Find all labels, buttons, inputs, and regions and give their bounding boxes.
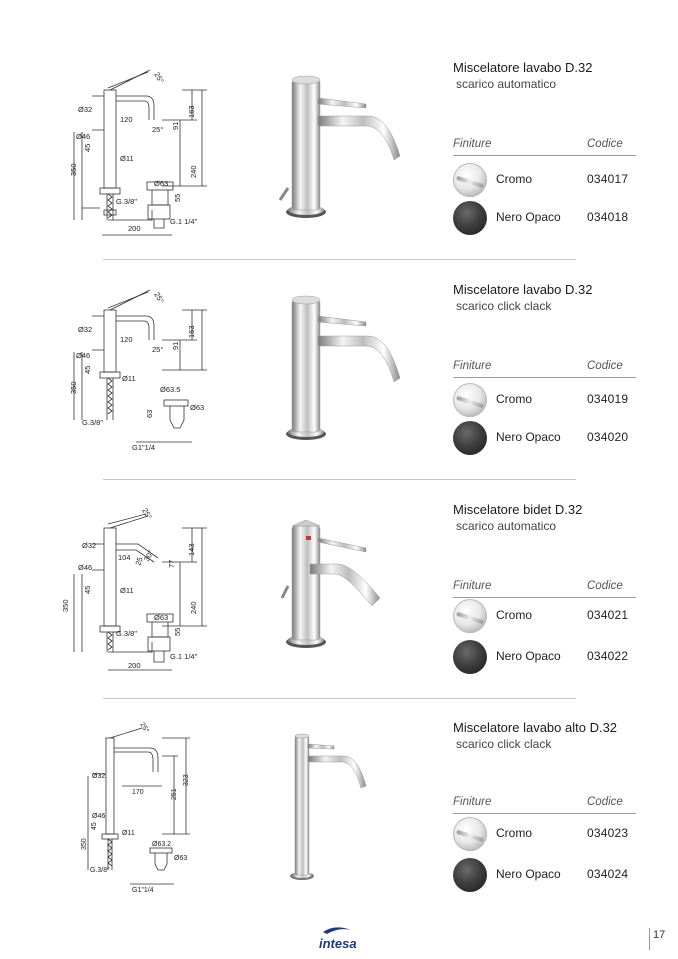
product-subtitle-2: scarico click clack [456,299,552,313]
dim-d632-4: Ø63.2 [152,841,172,848]
dim-d63-3: Ø63 [154,613,169,622]
dim-g38-4: G.3/8" [90,867,110,874]
page-number: 17 [649,928,665,950]
matte-black-swatch [453,421,487,455]
chrome-swatch [453,599,487,633]
dim-angle-4: 25° [138,721,150,735]
dim-g38-2: G.3/8" [82,418,104,427]
finish-table-header-1 [453,138,636,156]
dim-h45-4: 45 [91,822,98,830]
variant-row-034018[interactable] [453,201,643,235]
product-title-1: Miscelatore lavabo D.32 [453,60,593,75]
section-divider-3 [103,698,576,699]
product-code: 034020 [587,430,629,444]
product-info-3 [453,502,643,663]
product-photo-3 [258,502,418,672]
product-code: 034017 [587,172,629,186]
brand-name: intesa [319,936,357,951]
variant-row-034020[interactable] [453,421,643,455]
variant-row-034021[interactable] [453,599,643,633]
product-info-1 [453,60,643,224]
dim-g114-4: G1"1/4 [132,887,154,894]
technical-drawing-3 [62,502,232,682]
dim-d11-3: Ø11 [120,586,134,595]
dim-d63-2: Ø63 [190,403,205,412]
dim-h163-1: 163 [187,105,196,118]
header-finish-4: Finiture [453,796,492,808]
product-section-4 [0,720,678,920]
dim-h45-3: 45 [83,585,92,594]
finish-label: Nero Opaco [496,867,561,881]
product-code: 034022 [587,649,629,663]
dim-d46-2: Ø46 [76,351,91,360]
section-divider-1 [103,259,576,260]
dim-d46-1: Ø46 [76,132,91,141]
finish-label: Cromo [496,392,533,406]
header-code-1: Codice [587,138,623,150]
dim-h350-1: 350 [69,163,78,176]
dim-len-1: 120 [120,115,133,124]
product-subtitle-1: scarico automatico [456,77,557,91]
product-title-2: Miscelatore lavabo D.32 [453,282,593,297]
dim-h91-1: 91 [171,121,180,130]
dim-h163-2: 163 [187,325,196,338]
dim-h143-3: 143 [187,543,196,556]
matte-black-swatch [453,640,487,674]
product-code: 034021 [587,608,629,622]
dim-g38-1: G.3/8" [116,197,138,206]
technical-drawing-2 [62,282,232,462]
chrome-swatch [453,163,487,197]
dim-angle-1: 25° [152,70,166,85]
technical-drawing-4 [62,720,232,900]
header-finish-2: Finiture [453,360,492,372]
product-photo-1 [258,60,418,230]
dim-h55-1: 55 [173,193,182,202]
dim-h240-3: 240 [189,601,198,614]
dim-angle-3: 25° [140,506,154,521]
matte-black-swatch [453,858,487,892]
dim-angle-2: 25° [152,290,166,305]
header-code-4: Codice [587,796,623,808]
finish-label: Cromo [496,172,533,186]
dim-g114-3: G.1 1/4" [170,652,198,661]
technical-drawing-1 [62,60,232,240]
product-code: 034024 [587,867,629,881]
finish-label: Cromo [496,826,533,840]
finish-table-header-4 [453,796,636,814]
dim-w200-1: 200 [128,224,141,233]
finish-label: Cromo [496,608,533,622]
finish-label: Nero Opaco [496,430,561,444]
dim-d63-4: Ø63 [174,855,188,862]
dim-d11-4: Ø11 [122,830,135,837]
dim-h45-1: 45 [83,143,92,152]
chrome-swatch [453,817,487,851]
dim-h350-2: 350 [69,381,78,394]
dim-h350-3: 350 [61,599,70,612]
dim-h91-2: 91 [171,341,180,350]
dim-len-4: 170 [132,789,144,796]
product-section-1 [0,60,678,260]
finish-label: Nero Opaco [496,210,561,224]
dim-d635-2: Ø63.5 [160,385,181,394]
dim-d46-3: Ø46 [78,563,93,572]
section-divider-2 [103,479,576,480]
dim-g114-2: G1"1/4 [132,443,156,452]
dim-angle-1b: 25° [152,125,164,134]
product-code: 034018 [587,210,629,224]
intesa-logo [305,924,375,952]
product-section-2 [0,282,678,477]
finish-table-header-3 [453,580,636,598]
matte-black-swatch [453,201,487,235]
dim-d11-2: Ø11 [122,374,136,383]
dim-h55-3: 55 [173,627,182,636]
header-finish-3: Finiture [453,580,492,592]
finish-table-header-2 [453,360,636,378]
finish-label: Nero Opaco [496,649,561,663]
dim-d32-4: Ø32 [92,773,106,780]
product-code: 034019 [587,392,629,406]
dim-angle-2b: 25° [152,345,164,354]
chrome-swatch [453,383,487,417]
dim-h77-3: 77 [167,559,176,568]
dim-len-2: 120 [120,335,133,344]
dim-h45-2: 45 [83,365,92,374]
variant-row-034023[interactable] [453,817,643,851]
dim-h63-2: 63 [145,409,154,418]
header-code-2: Codice [587,360,623,372]
dim-g114-1: G.1 1/4" [170,217,198,226]
product-section-3 [0,502,678,697]
product-title-3: Miscelatore bidet D.32 [453,502,583,517]
dim-d46-4: Ø46 [92,813,106,820]
header-finish-1: Finiture [453,138,492,150]
dim-d11-1: Ø11 [120,154,134,163]
product-info-2 [453,282,643,444]
variant-row-034017[interactable] [453,163,643,197]
product-subtitle-3: scarico automatico [456,519,557,533]
variant-row-034022[interactable] [453,640,643,674]
dim-len-3: 104 [118,553,131,562]
product-title-4: Miscelatore lavabo alto D.32 [453,720,618,735]
dim-w200-3: 200 [128,661,141,670]
dim-d63-1: Ø63 [154,179,169,188]
dim-h240-1: 240 [189,165,198,178]
product-photo-4 [258,720,418,890]
dim-h251-4: 251 [171,788,178,800]
dim-h350-4: 350 [81,838,88,850]
dim-g38-3: G.3/8" [116,629,138,638]
product-code: 034023 [587,826,629,840]
product-info-4 [453,720,643,881]
dim-a30-3: 30° [141,548,156,563]
variant-row-034024[interactable] [453,858,643,892]
dim-d32-1: Ø32 [78,105,93,114]
variant-row-034019[interactable] [453,383,643,417]
dim-d32-2: Ø32 [78,325,93,334]
product-photo-2 [258,282,418,452]
dim-h25-3: 25 [133,555,145,567]
header-code-3: Codice [587,580,623,592]
dim-h323-4: 323 [183,774,190,786]
dim-d32-3: Ø32 [82,541,97,550]
product-subtitle-4: scarico click clack [456,737,552,751]
